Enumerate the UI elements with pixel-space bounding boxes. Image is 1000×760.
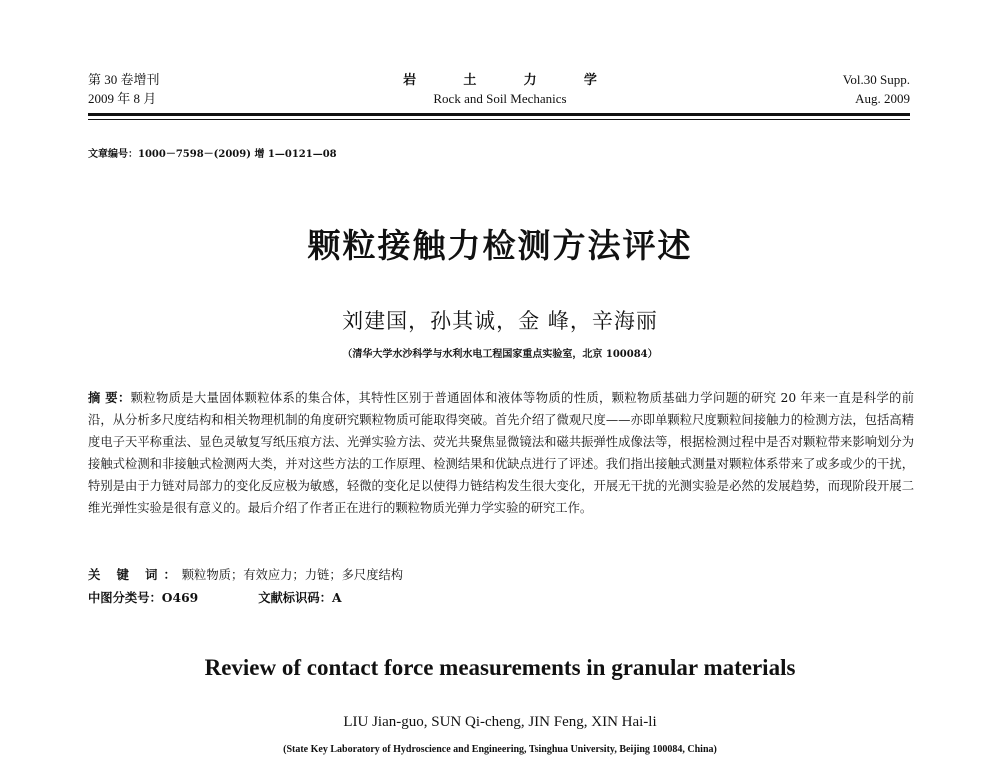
keywords-text: 颗粒物质；有效应力；力链；多尺度结构 [181,568,404,582]
doc-code-label: 文献标识码： [258,590,332,605]
journal-issue-info-en [843,70,910,108]
article-number-value: 1000－7598－(2009) 增 1—0121—08 [138,149,337,160]
issue-date: 2009 年 8 月 [88,91,157,106]
volume-issue: 第 30 卷增刊 [88,72,160,87]
article-number [88,145,337,160]
keywords-cn [88,565,403,583]
classification-line [88,588,342,606]
abstract-label: 摘 要： [88,390,131,405]
volume-issue-en: Vol.30 Supp. [842,72,910,87]
clc-value: O469 [161,590,199,605]
doc-code-value: A [331,590,342,605]
header-rule-thin [88,119,910,120]
authors-cn: 刘建国，孙其诚，金 峰，辛海丽 [342,309,658,333]
header-rule-thick [88,113,910,116]
affiliation-cn: （清华大学水沙科学与水利水电工程国家重点实验室，北京 100084） [342,349,658,360]
paper-title-en: Review of contact force measurements in granular materials [204,655,796,680]
abstract-cn [88,387,914,519]
paper-title-cn: 颗粒接触力检测方法评述 [307,226,693,265]
abstract-text: 颗粒物质是大量固体颗粒体系的集合体，其特性区别于普通固体和液体等物质的性质，颗粒物质基础力学问题的研究 20 年来一直是科学的前沿，从分析多尺度结构和相关物理机制的角度研究颗粒物质可能取得突破。首先介绍了微观尺度——亦即单颗粒尺度颗粒间接触力的检测方法，包括高精度电子天平称重法、显色灵敏复写纸压痕方法、光弹实验方法、荧光共聚焦显微镜法和磁共振弹性成像法等，根据检测过程中是否对颗粒带来影响划分为接触式检测和非接触式检测两大类，并对这些方法的工作原理、检测结果和优缺点进行了评述。我们指出接触式测量对颗粒体系带来了或多或少的干扰，特别是由于力链对局部力的变化反应极为敏感，轻微的变化足以使得力链结构发生很大变化，开展无干扰的光测实验是必然的发展趋势，而现阶段开展二维光弹性实验是很有意义的。最后介绍了作者正在进行的颗粒物质光弹力学实验的研究工作。 [88,391,915,515]
issue-date-en: Aug. 2009 [855,91,910,106]
journal-name-cn: 岩 土 力 学 [403,72,619,87]
journal-name-en: Rock and Soil Mechanics [433,91,567,106]
affiliation-en: (State Key Laboratory of Hydroscience and Engineering, Tsinghua University, Beijing 100084, China) [283,744,717,755]
authors-en: LIU Jian-guo, SUN Qi-cheng, JIN Feng, XIN Hai-li [343,714,657,730]
clc-label: 中图分类号： [88,590,162,605]
keywords-label: 关 键 词： [88,567,182,582]
article-number-label: 文章编号： [88,149,138,160]
